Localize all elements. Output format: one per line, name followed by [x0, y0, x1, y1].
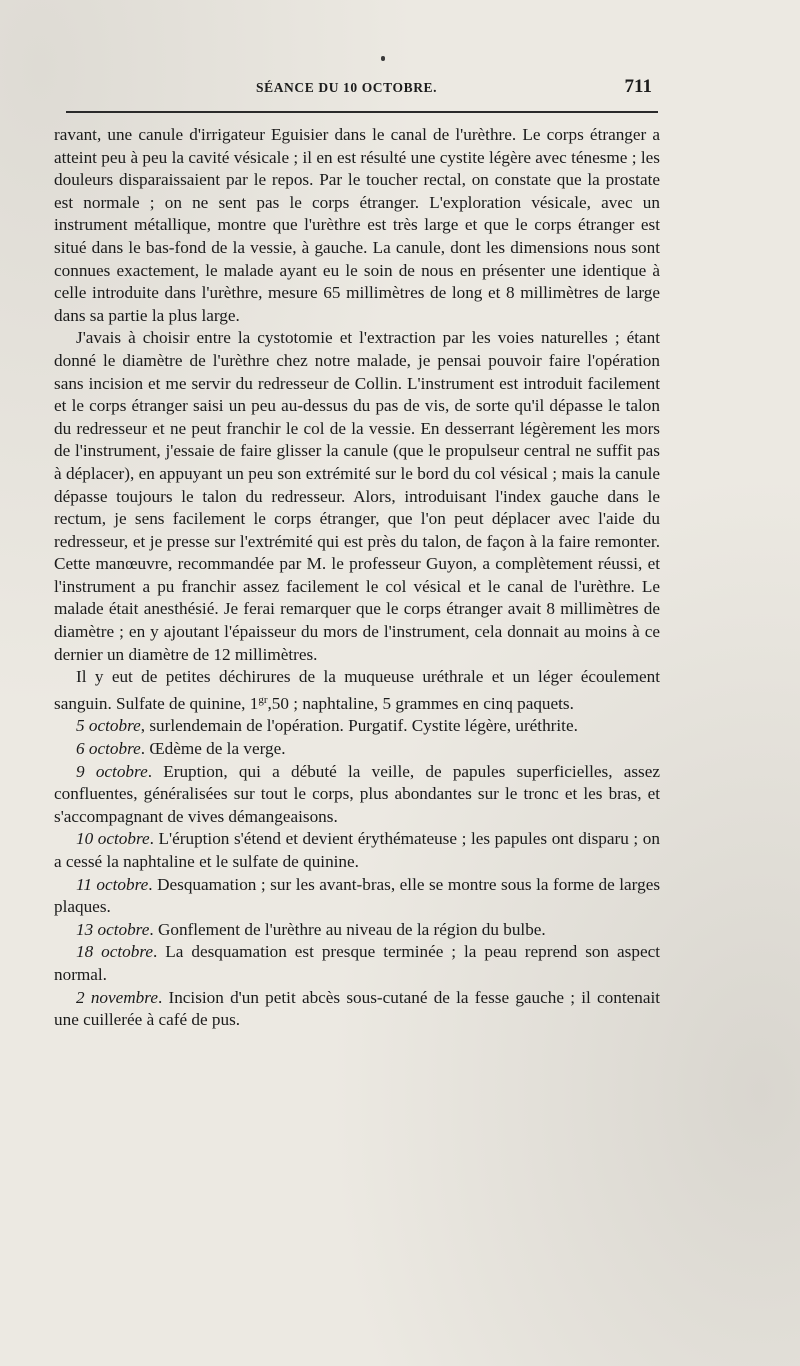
diary-date: 10 octobre — [76, 829, 150, 849]
paragraph-extraction: J'avais à choisir entre la cystotomie et l'extraction par les voies naturelles ; étant donné le diamètre de l'urèthre chez notre malade, je pensai pouvoir faire l'opération sans incision et me servir du redresseur de Collin. L'instrument est introduit facilement et le corps étranger saisi un peu au-dessus du pas de vis, de sorte qu'il dépasse le talon du redresseur et ne peut franchir le col de la vessie. En desserrant légèrement les mors de l'instrument, j'essaie de faire glisser la canule (que le propulseur central ne suffit pas à déplacer), en appuyant un peu son extrémité sur le bord du col vésical ; mais la canule dépasse toujours le talon du redresseur. Alors, introduisant l'index gauche dans le rectum, je sens facilement le corps étranger, que l'on peut déplacer avec l'aide du redresseur, et je presse sur l'extrémité qui est près du talon, de façon à la faire remonter. Cette manœuvre, recommandée par M. le professeur Guyon, a complètement réussi, et l'instrument a pu franchir assez facilement le col vésical et le canal de l'urèthre. Le malade était anesthésié. Je ferai remarquer que le corps étranger avait 8 millimètres de diamètre ; en y ajoutant l'épaisseur du mors de l'instrument, cela donnait au moins à ce dernier un diamètre de 12 millimètres. — [54, 328, 660, 664]
header-rule — [66, 111, 658, 113]
diary-text: . Incision d'un petit abcès sous-cutané de la fesse gauche ; il contenait une cuillerée à café de pus. — [54, 987, 660, 1030]
diary-entry — [54, 761, 660, 829]
diary-entry — [54, 715, 660, 738]
paragraph-aftermath — [54, 666, 660, 715]
diary-text: . Gonflement de l'urèthre au niveau de la région du bulbe. — [149, 919, 546, 939]
page-header — [66, 74, 656, 102]
diary-date: 5 octobre — [76, 716, 141, 736]
body-text — [54, 124, 660, 1032]
diary-text: . Desquamation ; sur les avant-bras, elle se montre sous la forme de larges plaques. — [54, 874, 661, 917]
diary-text: . L'éruption s'étend et devient érythémateuse ; les papules ont disparu ; on a cessé la naphtaline et le sulfate de quinine. — [54, 829, 660, 871]
diary-date: 18 octobre — [76, 942, 154, 962]
running-head: SÉANCE DU 10 OCTOBRE. — [256, 80, 438, 95]
ink-speck — [381, 56, 385, 61]
diary-entry — [54, 919, 660, 942]
diary-entry — [54, 987, 660, 1032]
diary-date: 9 octobre — [76, 761, 148, 781]
gram-abbreviation: gr — [258, 693, 268, 706]
diary-text: . Œdème de la verge. — [140, 739, 286, 759]
diary-date: 6 octobre — [76, 739, 141, 759]
diary-entry — [54, 941, 660, 986]
diary-entry — [54, 828, 660, 873]
diary-date: 2 novembre — [76, 987, 158, 1007]
diary-text: . Eruption, qui a débuté la veille, de papules superficielles, assez confluentes, généralisées sur tout le corps, plus abondantes sur le tronc et les bras, et s'accompagnant de vives démangeaisons. — [54, 761, 660, 826]
paragraph-aftermath-text-end: ,50 ; naphtaline, 5 grammes en cinq paquets. — [267, 693, 574, 713]
diary-entry — [54, 874, 660, 919]
paragraph-continuation: ravant, une canule d'irrigateur Eguisier dans le canal de l'urèthre. Le corps étranger a atteint peu à peu la cavité vésicale ; il en est résulté une cystite légère avec ténesme ; les douleurs disparaissaient par le repos. Par le toucher rectal, on constate que la prostate est normale ; on ne sent pas le corps étranger. L'exploration vésicale, avec un instrument métallique, montre que l'urèthre est très large et que le corps étranger est situé dans le bas-fond de la vessie, à gauche. La canule, dont les dimensions nous sont connues exactement, le malade ayant eu le soin de nous en présenter une identique à celle introduite dans l'urèthre, mesure 65 millimètres de long et 8 millimètres de large dans sa partie la plus large. — [54, 125, 660, 325]
diary-text: , surlendemain de l'opération. Purgatif. Cystite légère, uréthrite. — [140, 716, 578, 736]
diary-entry — [54, 738, 660, 761]
page-number: 711 — [624, 76, 652, 97]
diary-date: 13 octobre — [76, 919, 150, 939]
paragraph-aftermath-text: Il y eut de petites déchirures de la muqueuse uréthrale et un léger écoulement sanguin. Sulfate de quinine, 1 — [54, 667, 660, 713]
diary-date: 11 octobre — [76, 874, 149, 894]
diary-text: . La desquamation est presque terminée ; la peau reprend son aspect normal. — [54, 942, 660, 984]
